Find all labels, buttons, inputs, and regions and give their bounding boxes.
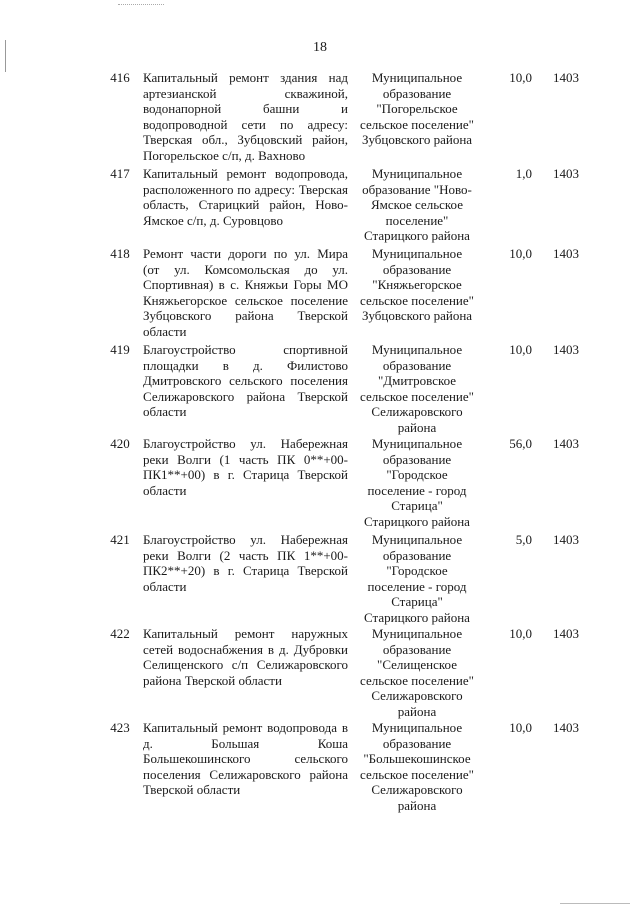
row-number: 419 — [110, 342, 130, 357]
scan-artifact — [560, 903, 630, 904]
row-recipient: Муниципальное образование "Городское поселение - город Старица" Старицкого района — [364, 436, 470, 529]
row-amount: 5,0 — [515, 532, 532, 547]
row-recipient: Муниципальное образование "Городское поселение - город Старица" Старицкого района — [364, 532, 470, 625]
scan-artifact — [118, 4, 164, 6]
row-code: 1403 — [553, 166, 579, 181]
row-number: 423 — [110, 720, 130, 735]
row-amount: 10,0 — [509, 70, 532, 85]
row-description: Капитальный ремонт здания над артезианской скважиной, водонапорной башни и водопроводной сети по адресу: Тверская обл., Зубцовский район, Погорельское с/п, д. Вахново — [143, 70, 348, 163]
row-recipient: Муниципальное образование "Княжьегорское сельское поселение" Зубцовского района — [360, 246, 474, 323]
row-amount: 10,0 — [509, 626, 532, 641]
row-recipient: Муниципальное образование "Погорельское сельское поселение" Зубцовского района — [360, 70, 474, 147]
row-number: 422 — [110, 626, 130, 641]
row-code: 1403 — [553, 342, 579, 357]
row-code: 1403 — [553, 70, 579, 85]
row-number: 418 — [110, 246, 130, 261]
row-recipient: Муниципальное образование "Большекошинское сельское поселение" Селижаровского района — [360, 720, 474, 813]
row-recipient: Муниципальное образование "Селищенское сельское поселение" Селижаровского района — [360, 626, 474, 719]
row-number: 421 — [110, 532, 130, 547]
row-description: Капитальный ремонт водопровода, расположенного по адресу: Тверская область, Старицкий район, Ново-Ямское с/п, д. Суровцово — [143, 166, 348, 228]
row-code: 1403 — [553, 532, 579, 547]
row-number: 420 — [110, 436, 130, 451]
page-number: 18 — [313, 40, 327, 55]
row-amount: 56,0 — [509, 436, 532, 451]
row-amount: 1,0 — [515, 166, 532, 181]
row-description: Капитальный ремонт наружных сетей водоснабжения в д. Дубровки Селищенского с/п Селижаровского района Тверской области — [143, 626, 348, 688]
row-amount: 10,0 — [509, 342, 532, 357]
row-number: 417 — [110, 166, 130, 181]
row-description: Ремонт части дороги по ул. Мира (от ул. Комсомольская до ул. Спортивная) в с. Княжьи Горы МО Княжьегорское сельское поселение Зубцовского района Тверской области — [143, 246, 348, 339]
row-recipient: Муниципальное образование "Дмитровское сельское поселение" Селижаровского района — [360, 342, 474, 435]
row-description: Благоустройство ул. Набережная реки Волги (1 часть ПК 0**+00-ПК1**+00) в г. Старица Тверской области — [143, 436, 348, 498]
row-recipient: Муниципальное образование "Ново-Ямское сельское поселение" Старицкого района — [362, 166, 472, 243]
row-number: 416 — [110, 70, 130, 85]
row-code: 1403 — [553, 626, 579, 641]
row-code: 1403 — [553, 720, 579, 735]
row-code: 1403 — [553, 436, 579, 451]
row-amount: 10,0 — [509, 246, 532, 261]
row-code: 1403 — [553, 246, 579, 261]
row-description: Благоустройство ул. Набережная реки Волги (2 часть ПК 1**+00-ПК2**+20) в г. Старица Тверской области — [143, 532, 348, 594]
row-description: Капитальный ремонт водопровода в д. Большая Коша Большекошинского сельского поселения Селижаровского района Тверской области — [143, 720, 348, 797]
row-amount: 10,0 — [509, 720, 532, 735]
row-description: Благоустройство спортивной площадки в д. Филистово Дмитровского сельского поселения Селижаровского района Тверской области — [143, 342, 348, 419]
